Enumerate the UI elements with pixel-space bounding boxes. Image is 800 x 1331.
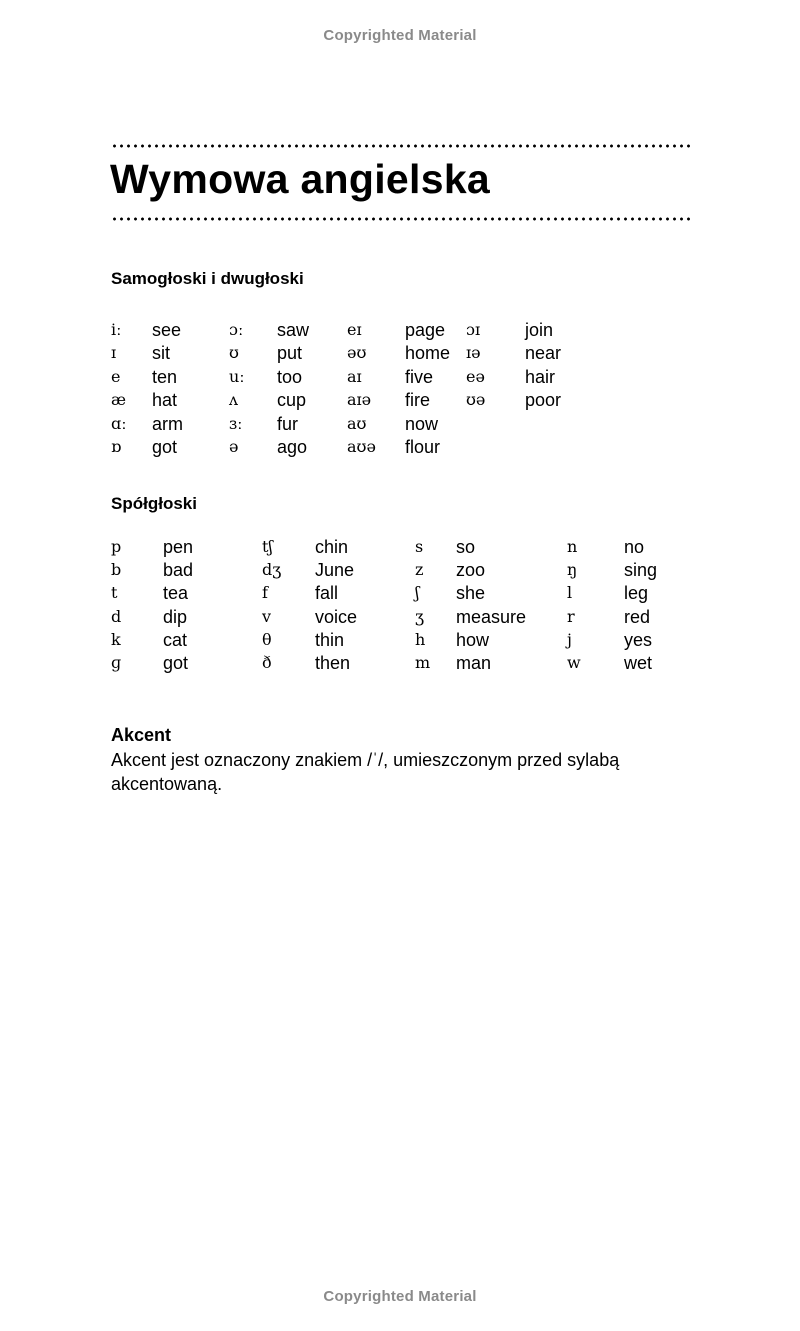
example-word: tea [163, 583, 189, 604]
ipa-symbol: ʊ [229, 343, 239, 363]
example-word: yes [624, 629, 653, 650]
example-word: sing [624, 560, 658, 581]
ipa-symbol: ɜː [229, 413, 243, 433]
example-word: bad [163, 560, 194, 581]
ipa-symbol: aɪ [347, 366, 362, 386]
example-word: fur [277, 413, 299, 434]
ipa-symbol: θ [262, 629, 272, 649]
example-word: see [152, 320, 182, 340]
dotted-rule-top [111, 144, 691, 148]
ipa-symbol: p [111, 537, 122, 556]
vowels-heading: Samogłoski i dwugłoski [111, 269, 304, 288]
example-word: cup [277, 390, 307, 411]
example-word: pen [163, 537, 194, 557]
example-word: no [624, 537, 645, 557]
ipa-symbol: b [111, 560, 122, 580]
example-word: June [315, 560, 355, 581]
ipa-symbol: h [415, 629, 426, 649]
ipa-symbol: ʊə [466, 390, 486, 410]
ipa-symbol: tʃ [262, 537, 273, 556]
ipa-symbol: l [567, 583, 573, 603]
ipa-symbol: əʊ [347, 343, 367, 363]
accent-description: Akcent jest oznaczony znakiem /ˈ/, umieszczonym przed sylabą akcentowaną. [111, 750, 620, 794]
ipa-symbol: d [111, 606, 122, 626]
ipa-symbol: m [415, 653, 431, 672]
example-word: then [315, 653, 351, 673]
example-word: saw [277, 320, 310, 340]
example-word: measure [456, 606, 527, 627]
ipa-symbol: ɔː [229, 320, 244, 339]
ipa-symbol: aɪə [347, 390, 372, 410]
ipa-symbol: uː [229, 366, 245, 386]
ipa-symbol: eə [466, 366, 485, 386]
ipa-symbol: ɡ [111, 653, 122, 672]
example-word: chin [315, 537, 349, 557]
example-word: fire [405, 390, 431, 411]
example-word: dip [163, 606, 188, 627]
example-word: so [456, 537, 476, 557]
page-title: Wymowa angielska [110, 156, 491, 202]
ipa-symbol: r [567, 606, 575, 626]
ipa-symbol: iː [111, 320, 122, 339]
ipa-symbol: ʒ [415, 606, 425, 626]
ipa-symbol: s [415, 537, 424, 556]
ipa-symbol: ʃ [415, 583, 420, 603]
ipa-symbol: æ [111, 390, 127, 410]
ipa-symbol: ə [229, 437, 239, 456]
ipa-symbol: e [111, 366, 121, 386]
dotted-rule-bottom [111, 217, 691, 221]
ipa-symbol: f [262, 583, 268, 603]
example-word: fall [315, 583, 339, 604]
example-word: hat [152, 390, 178, 411]
example-word: voice [315, 606, 358, 627]
example-word: poor [525, 390, 562, 411]
consonants-heading: Spółgłoski [111, 494, 197, 513]
example-word: red [624, 606, 651, 627]
ipa-symbol: ʌ [229, 390, 239, 410]
accent-heading: Akcent [111, 725, 172, 745]
ipa-symbol: j [567, 629, 572, 649]
example-word: near [525, 343, 562, 364]
ipa-symbol: ð [262, 653, 272, 672]
example-word: arm [152, 413, 183, 434]
ipa-symbol: z [415, 560, 424, 580]
ipa-symbol: aʊə [347, 437, 376, 456]
ipa-symbol: v [262, 606, 272, 626]
example-word: leg [624, 583, 649, 604]
ipa-symbol: aʊ [347, 413, 367, 433]
example-word: too [277, 366, 303, 387]
example-word: ago [277, 437, 308, 457]
example-word: wet [624, 653, 653, 673]
example-word: thin [315, 629, 345, 650]
example-word: hair [525, 366, 556, 387]
ipa-symbol: eɪ [347, 320, 362, 339]
ipa-symbol: t [111, 583, 118, 603]
example-word: home [405, 343, 451, 364]
example-word: zoo [456, 560, 486, 581]
ipa-symbol: ɪə [466, 343, 481, 363]
copyright-watermark-top: Copyrighted Material [323, 27, 477, 44]
example-word: she [456, 583, 486, 604]
ipa-symbol: dʒ [262, 560, 282, 580]
example-word: got [152, 437, 178, 457]
ipa-symbol: w [567, 653, 581, 672]
example-word: now [405, 413, 439, 434]
example-word: flour [405, 437, 441, 457]
ipa-symbol: ɑː [111, 413, 127, 433]
example-word: sit [152, 343, 170, 364]
example-word: ten [152, 366, 178, 387]
ipa-symbol: ŋ [567, 560, 578, 580]
ipa-symbol: ɪ [111, 343, 117, 363]
example-word: put [277, 343, 303, 364]
ipa-symbol: k [111, 629, 121, 649]
ipa-symbol: ɔɪ [466, 320, 481, 339]
example-word: five [405, 366, 434, 387]
example-word: how [456, 629, 490, 650]
ipa-symbol: n [567, 537, 578, 556]
example-word: join [525, 320, 554, 340]
example-word: cat [163, 629, 188, 650]
example-word: page [405, 320, 446, 340]
copyright-watermark-bottom: Copyrighted Material [323, 1288, 477, 1305]
example-word: got [163, 653, 189, 673]
ipa-symbol: ɒ [111, 437, 122, 456]
example-word: man [456, 653, 492, 673]
